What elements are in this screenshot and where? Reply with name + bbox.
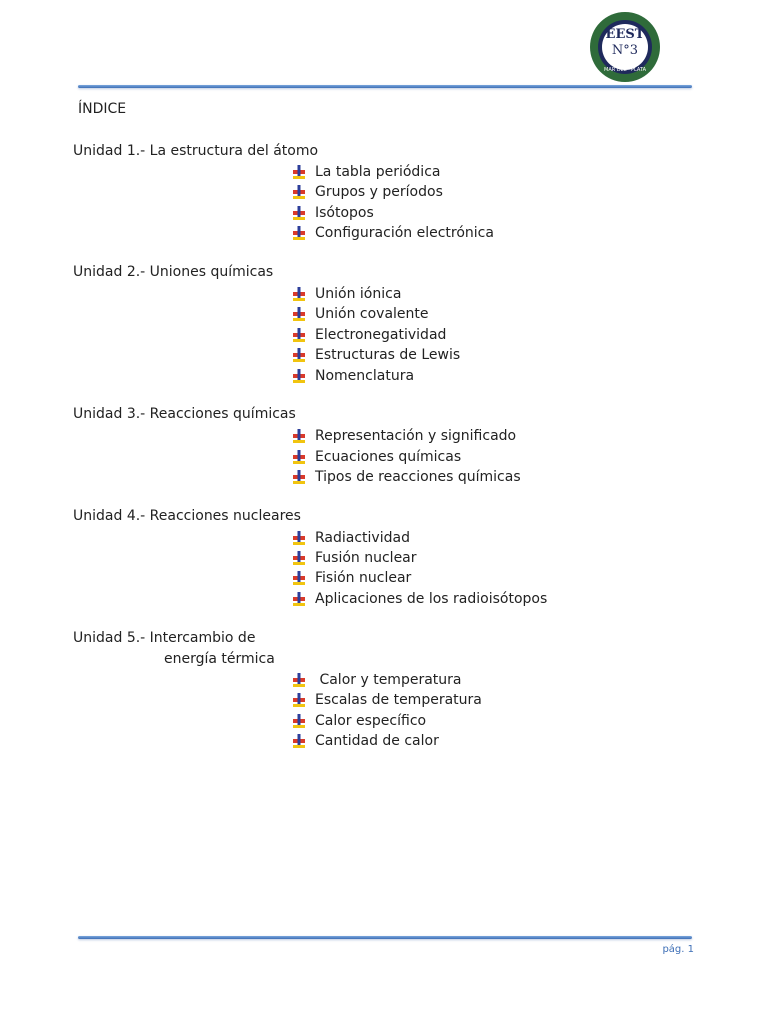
bullet-arrow-icon <box>292 714 306 728</box>
topic-label: Unión iónica <box>315 286 402 302</box>
bullet-arrow-icon <box>292 307 306 321</box>
bullet-arrow-icon <box>292 450 306 464</box>
topic-item <box>292 304 429 324</box>
topic-item <box>292 731 439 751</box>
topic-item <box>292 162 440 182</box>
topic-label: Calor específico <box>315 713 427 729</box>
bullet-arrow-icon <box>292 693 306 707</box>
topic-label: Cantidad de calor <box>315 733 439 749</box>
bullet-arrow-icon <box>292 165 306 179</box>
bullet-arrow-icon <box>292 328 306 342</box>
topic-label: Isótopos <box>315 205 374 221</box>
topic-item <box>292 548 417 568</box>
unit-title: Unidad 5.- Intercambio de <box>73 630 256 646</box>
topic-item <box>292 711 426 731</box>
topic-item <box>292 670 461 690</box>
logo-line1: EEST <box>605 27 645 42</box>
topic-label: Fusión nuclear <box>315 550 417 566</box>
topic-label: Nomenclatura <box>315 368 415 384</box>
topic-item <box>292 325 446 345</box>
bullet-arrow-icon <box>292 592 306 606</box>
bullet-arrow-icon <box>292 571 306 585</box>
topic-label: Unión covalente <box>315 306 429 322</box>
topic-label: Radiactividad <box>315 530 410 546</box>
bullet-arrow-icon <box>292 429 306 443</box>
topic-label: Fisión nuclear <box>315 570 412 586</box>
topic-label: Calor y temperatura <box>315 672 462 688</box>
bullet-arrow-icon <box>292 551 306 565</box>
topic-label: Grupos y períodos <box>315 184 443 200</box>
topic-item <box>292 447 461 467</box>
logo-line2: N°3 <box>611 43 639 58</box>
topic-label: Tipos de reacciones químicas <box>315 469 521 485</box>
unit-title: Unidad 3.- Reacciones químicas <box>73 406 296 422</box>
bullet-arrow-icon <box>292 206 306 220</box>
bullet-arrow-icon <box>292 185 306 199</box>
unit-title: Unidad 2.- Uniones químicas <box>73 264 274 280</box>
topic-item <box>292 182 443 202</box>
topic-item <box>292 203 374 223</box>
bullet-arrow-icon <box>292 226 306 240</box>
bullet-arrow-icon <box>292 287 306 301</box>
page-number: pág. 1 <box>662 944 694 955</box>
bullet-arrow-icon <box>292 348 306 362</box>
topic-label: Representación y significado <box>315 428 517 444</box>
school-logo <box>586 11 664 83</box>
footer-rule <box>78 936 692 939</box>
topic-label: Aplicaciones de los radioisótopos <box>315 591 548 607</box>
topic-item <box>292 284 401 304</box>
topic-item <box>292 690 482 710</box>
topic-item <box>292 467 521 487</box>
bullet-arrow-icon <box>292 673 306 687</box>
topic-item <box>292 366 414 386</box>
topic-item <box>292 589 547 609</box>
bullet-arrow-icon <box>292 734 306 748</box>
topic-item <box>292 528 410 548</box>
topic-label: Configuración electrónica <box>315 225 494 241</box>
topic-label: La tabla periódica <box>315 164 441 180</box>
unit-title-continuation: energía térmica <box>164 651 275 667</box>
topic-item <box>292 223 494 243</box>
topic-item <box>292 568 411 588</box>
topic-label: Escalas de temperatura <box>315 692 482 708</box>
logo-ring-right: PLATA <box>631 67 647 73</box>
header-rule <box>78 85 692 88</box>
bullet-arrow-icon <box>292 369 306 383</box>
topic-item <box>292 345 460 365</box>
unit-title: Unidad 4.- Reacciones nucleares <box>73 508 301 524</box>
unit-title: Unidad 1.- La estructura del átomo <box>73 143 319 159</box>
topic-label: Estructuras de Lewis <box>315 347 461 363</box>
topic-label: Electronegatividad <box>315 327 447 343</box>
bullet-arrow-icon <box>292 470 306 484</box>
logo-ring-left: MAR DEL <box>604 67 627 73</box>
bullet-arrow-icon <box>292 531 306 545</box>
topic-item <box>292 426 516 446</box>
topic-label: Ecuaciones químicas <box>315 449 462 465</box>
index-title: ÍNDICE <box>78 101 127 117</box>
